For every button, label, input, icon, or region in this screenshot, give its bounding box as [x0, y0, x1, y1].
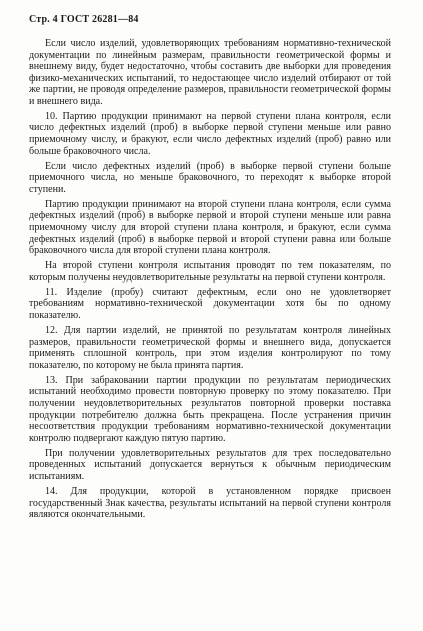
paragraph-transition-second-stage: Если число дефектных изделий (проб) в выборке первой ступени больше приемочного числа, но меньше браковочного, то переходят к выборке второй ступени.	[29, 160, 391, 195]
paragraph-second-stage-acceptance: Партию продукции принимают на второй ступени плана контроля, если сумма дефектных изделий (проб) в выборке первой и второй ступени меньше или равна приемочному числу для второй ступени плана контроля, и бракуют, если сумма дефектных изделий (проб) в выборке первой и второй ступени равна или больше браковочного числа для второй ступени плана контроля.	[29, 198, 391, 257]
document-body	[29, 38, 391, 521]
paragraph-sample-shortage: Если число изделий, удовлетворяющих требованиям нормативно-технической документации по линейным размерам, правильности геометрической формы и внешнему виду, будет недостаточно, чтобы составить две выборки для проведения физико-механических испытаний, то недостающее число изделий отбирают от той же партии, не проводя определение размеров, правильности геометрической формы и внешнего вида.	[29, 38, 391, 107]
paragraph-clause-14: 14. Для продукции, которой в установленном порядке присвоен государственный Знак качества, результаты испытаний на первой ступени контроля являются окончательными.	[29, 486, 391, 521]
paragraph-clause-12: 12. Для партии изделий, не принятой по результатам контроля линейных размеров, правильности геометрической формы и внешнего вида, допускается применять сплошной контроль, при этом изделия контролируют по тому показателю, по которому не была принята партия.	[29, 325, 391, 371]
paragraph-clause-13: 13. При забраковании партии продукции по результатам периодических испытаний необходимо провести повторную проверку по этому показателю. При получении неудовлетворительных результатов повторной проверки поставка продукции потребителю должна быть прекращена. После устранения причин несоответствия продукции требованиям нормативно-технической документации контролю подвергают каждую пятую партию.	[29, 374, 391, 444]
paragraph-second-stage-tests: На второй ступени контроля испытания проводят по тем показателям, по которым получены неудовлетворительные результаты на первой ступени контроля.	[29, 260, 391, 283]
paragraph-return-to-periodic: При получении удовлетворительных результатов для трех последовательно проведенных испытаний допускается вернуться к обычным периодическим испытаниям.	[29, 447, 391, 482]
page-header: Стр. 4 ГОСТ 26281—84	[29, 14, 139, 25]
paragraph-clause-11: 11. Изделие (пробу) считают дефектным, если оно не удовлетворяет требованиям нормативно-технической документации хотя бы по одному показателю.	[29, 286, 391, 321]
paragraph-clause-10: 10. Партию продукции принимают на первой ступени плана контроля, если число дефектных изделий (проб) в выборке первой ступени меньше или равно приемочному числу, и бракуют, если число дефектных изделий (проб) равно или больше браковочного числа.	[29, 110, 391, 157]
